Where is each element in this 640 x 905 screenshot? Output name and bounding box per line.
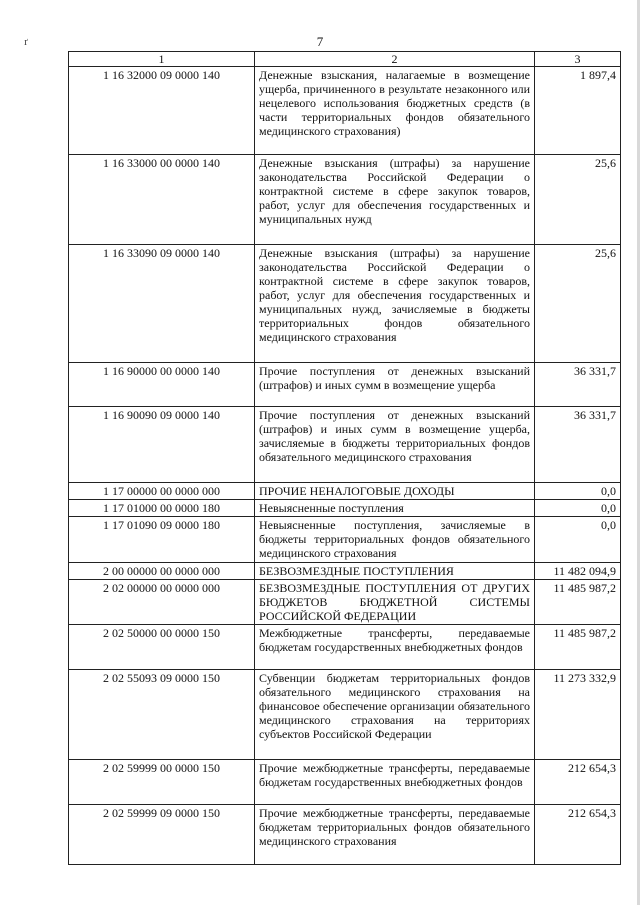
row-amount: 25,6 bbox=[535, 155, 621, 245]
row-code: 2 00 00000 00 0000 000 bbox=[69, 563, 255, 580]
row-name: Денежные взыскания (штрафы) за нарушение законодательства Российской Федерации о контрактной системе в сфере закупок товаров, работ, услуг для обеспечения государственных и муниципальных нужд bbox=[255, 155, 535, 245]
row-name: БЕЗВОЗМЕЗДНЫЕ ПОСТУПЛЕНИЯ bbox=[255, 563, 535, 580]
row-amount: 212 654,3 bbox=[535, 760, 621, 805]
table-row bbox=[69, 805, 621, 865]
page-number: 7 bbox=[316, 34, 324, 49]
row-amount: 25,6 bbox=[535, 245, 621, 363]
row-name: Прочие поступления от денежных взысканий (штрафов) и иных сумм в возмещение ущерба bbox=[255, 363, 535, 407]
row-name: Невыясненные поступления bbox=[255, 500, 535, 517]
row-name: Прочие межбюджетные трансферты, передаваемые бюджетам государственных внебюджетных фондов bbox=[255, 760, 535, 805]
row-code: 2 02 00000 00 0000 000 bbox=[69, 580, 255, 625]
row-name: Субвенции бюджетам территориальных фондов обязательного медицинского страхования на финансовое обеспечение организации обязательного медицинского страхования на территориях субъектов Российской Федерации bbox=[255, 670, 535, 760]
row-code: 2 02 55093 09 0000 150 bbox=[69, 670, 255, 760]
row-amount: 0,0 bbox=[535, 517, 621, 563]
row-code: 1 17 01000 00 0000 180 bbox=[69, 500, 255, 517]
row-code: 2 02 50000 00 0000 150 bbox=[69, 625, 255, 670]
row-code: 1 16 90000 00 0000 140 bbox=[69, 363, 255, 407]
row-code: 1 17 00000 00 0000 000 bbox=[69, 483, 255, 500]
row-code: 1 16 33090 09 0000 140 bbox=[69, 245, 255, 363]
row-amount: 11 485 987,2 bbox=[535, 625, 621, 670]
row-amount: 0,0 bbox=[535, 500, 621, 517]
revenue-table bbox=[68, 51, 621, 865]
row-name: Прочие поступления от денежных взысканий (штрафов) и иных сумм в возмещение ущерба, зачисляемые в бюджеты территориальных фондов обязательного медицинского страхования bbox=[255, 407, 535, 483]
table-row bbox=[69, 563, 621, 580]
table-row bbox=[69, 363, 621, 407]
table-row bbox=[69, 155, 621, 245]
table-row bbox=[69, 245, 621, 363]
row-name: ПРОЧИЕ НЕНАЛОГОВЫЕ ДОХОДЫ bbox=[255, 483, 535, 500]
margin-mark: ґ bbox=[24, 36, 28, 48]
column-header-code: 1 bbox=[69, 52, 255, 67]
table-row bbox=[69, 580, 621, 625]
column-header-name: 2 bbox=[255, 52, 535, 67]
row-code: 2 02 59999 00 0000 150 bbox=[69, 760, 255, 805]
row-code: 1 16 32000 09 0000 140 bbox=[69, 67, 255, 155]
row-amount: 1 897,4 bbox=[535, 67, 621, 155]
table-row bbox=[69, 625, 621, 670]
row-amount: 11 482 094,9 bbox=[535, 563, 621, 580]
row-code: 1 16 33000 00 0000 140 bbox=[69, 155, 255, 245]
row-amount: 11 273 332,9 bbox=[535, 670, 621, 760]
table-row bbox=[69, 670, 621, 760]
table-row bbox=[69, 67, 621, 155]
table-row bbox=[69, 760, 621, 805]
row-name: Прочие межбюджетные трансферты, передаваемые бюджетам территориальных фондов обязательного медицинского страхования bbox=[255, 805, 535, 865]
row-name: Невыясненные поступления, зачисляемые в бюджеты территориальных фондов обязательного медицинского страхования bbox=[255, 517, 535, 563]
table-row bbox=[69, 517, 621, 563]
table-header-row bbox=[69, 52, 621, 67]
table-row bbox=[69, 500, 621, 517]
row-code: 1 16 90090 09 0000 140 bbox=[69, 407, 255, 483]
row-code: 2 02 59999 09 0000 150 bbox=[69, 805, 255, 865]
row-code: 1 17 01090 09 0000 180 bbox=[69, 517, 255, 563]
row-name: Денежные взыскания, налагаемые в возмещение ущерба, причиненного в результате незаконного или нецелевого использования бюджетных средств (в части территориальных фондов обязательного медицинского страхования) bbox=[255, 67, 535, 155]
row-name: Денежные взыскания (штрафы) за нарушение законодательства Российской Федерации о контрактной системе в сфере закупок товаров, работ, услуг для обеспечения государственных и муниципальных нужд, зачисляемые в бюджеты территориальных фондов обязательного медицинского страхования bbox=[255, 245, 535, 363]
row-amount: 36 331,7 bbox=[535, 407, 621, 483]
row-name: БЕЗВОЗМЕЗДНЫЕ ПОСТУПЛЕНИЯ ОТ ДРУГИХ БЮДЖЕТОВ БЮДЖЕТНОЙ СИСТЕМЫ РОССИЙСКОЙ ФЕДЕРАЦИИ bbox=[255, 580, 535, 625]
table-row bbox=[69, 407, 621, 483]
row-amount: 212 654,3 bbox=[535, 805, 621, 865]
column-header-amount: 3 bbox=[535, 52, 621, 67]
table-row bbox=[69, 483, 621, 500]
row-amount: 0,0 bbox=[535, 483, 621, 500]
row-amount: 36 331,7 bbox=[535, 363, 621, 407]
row-name: Межбюджетные трансферты, передаваемые бюджетам государственных внебюджетных фондов bbox=[255, 625, 535, 670]
row-amount: 11 485 987,2 bbox=[535, 580, 621, 625]
